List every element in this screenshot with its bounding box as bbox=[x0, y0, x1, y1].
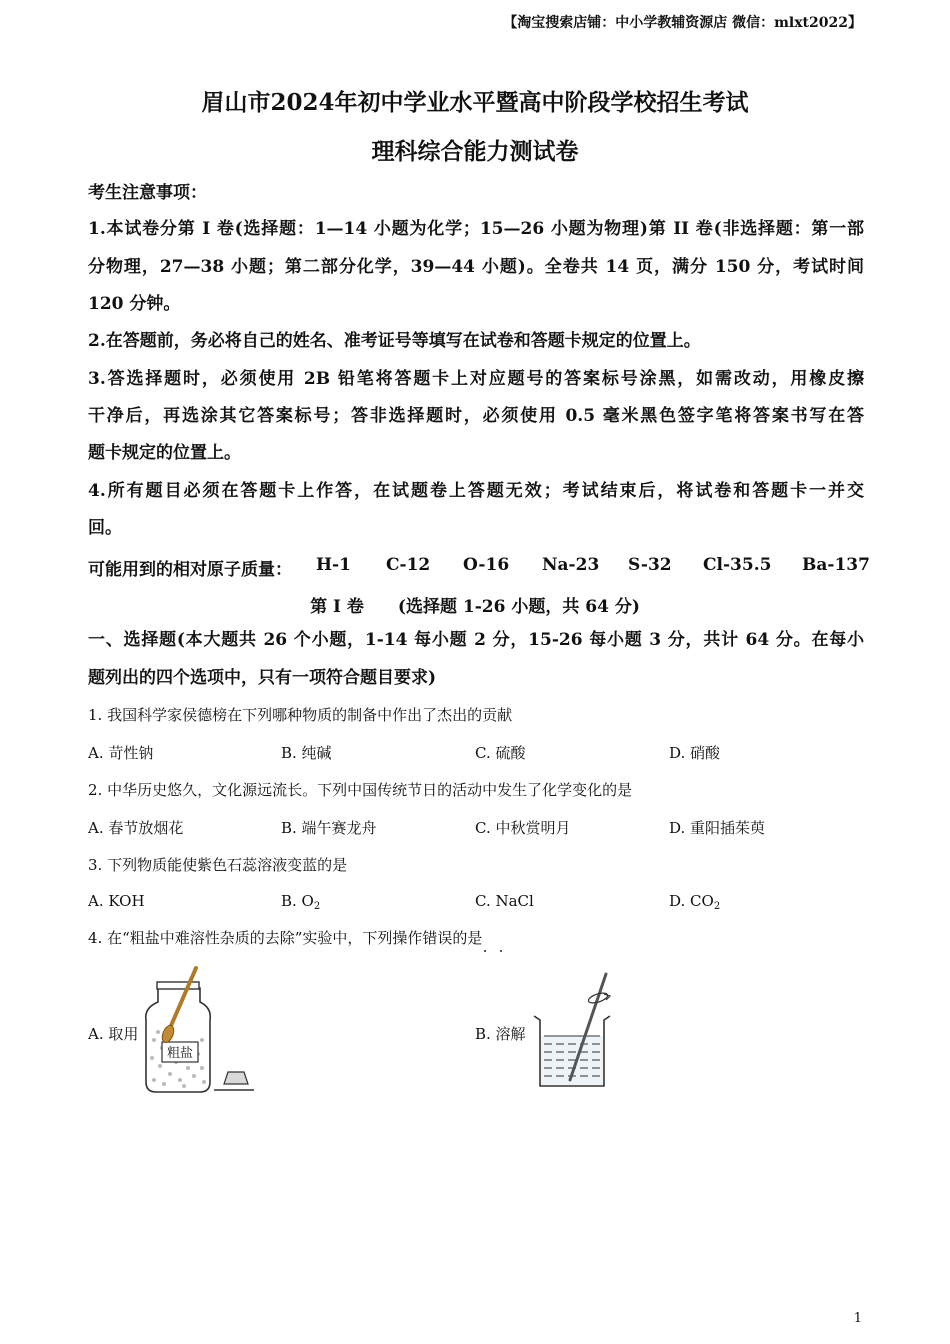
question-3-option-a[interactable] bbox=[88, 892, 145, 912]
notice-line: 分物理，27—38 小题；第二部分化学，39—44 小题)。全卷共 14 页，满分 150 分，考试时间 bbox=[88, 257, 864, 277]
question-2-stem: 2. 中华历史悠久，文化源远流长。下列中国传统节日的活动中发生了化学变化的是 bbox=[88, 781, 633, 799]
question-1-stem: 1. 我国科学家侯德榜在下列哪种物质的制备中作出了杰出的贡献 bbox=[88, 706, 513, 724]
notice-line: 4.所有题目必须在答题卡上作答，在试题卷上答题无效；考试结束后，将试卷和答题卡一并交 bbox=[88, 481, 864, 501]
atomic-mass-item: S-32 bbox=[628, 555, 672, 575]
question-2-option-a[interactable]: A. 春节放烟花 bbox=[88, 819, 184, 837]
notice-line: 2.在答题前，务必将自己的姓名、准考证号等填写在试卷和答题卡规定的位置上。 bbox=[88, 331, 701, 351]
atomic-mass-item: H-1 bbox=[316, 555, 351, 575]
question-1-option-b[interactable]: B. 纯碱 bbox=[281, 744, 332, 762]
atomic-mass-item: Na-23 bbox=[542, 555, 600, 575]
jar-label: 粗盐 bbox=[166, 1046, 194, 1061]
exam-subtitle: 理科综合能力测试卷 bbox=[371, 138, 579, 165]
question-3-stem: 3. 下列物质能使紫色石蕊溶液变蓝的是 bbox=[88, 856, 348, 874]
page-number: 1 bbox=[853, 1311, 862, 1326]
question-1-option-c[interactable]: C. 硫酸 bbox=[475, 744, 526, 762]
beaker-figure bbox=[530, 968, 616, 1094]
question-4-option-b[interactable]: B. 溶解 bbox=[475, 1025, 526, 1043]
notice-line: 回。 bbox=[88, 518, 122, 538]
part-heading-line: 题列出的四个选项中，只有一项符合题目要求) bbox=[88, 668, 437, 688]
emphasis-dot bbox=[484, 950, 486, 952]
emphasis-dot bbox=[500, 950, 502, 952]
exam-title: 眉山市2024年初中学业水平暨高中阶段学校招生考试 bbox=[201, 89, 749, 116]
option-text: B. O bbox=[281, 892, 314, 910]
question-4-stem: 4. 在“粗盐中难溶性杂质的去除”实验中，下列操作错误的是 bbox=[88, 929, 483, 947]
subscript: 2 bbox=[313, 901, 321, 912]
part-heading-line: 一、选择题(本大题共 26 个小题，1-14 每小题 2 分，15-26 每小题 3 分，共计 64 分。在每小 bbox=[88, 630, 864, 650]
option-text: A. KOH bbox=[88, 892, 145, 910]
atomic-mass-label: 可能用到的相对原子质量： bbox=[88, 560, 292, 580]
atomic-mass-item: C-12 bbox=[386, 555, 431, 575]
question-1-option-a[interactable]: A. 苛性钠 bbox=[88, 744, 154, 762]
question-2-option-c[interactable]: C. 中秋赏明月 bbox=[475, 819, 571, 837]
question-3-option-c[interactable] bbox=[475, 892, 534, 912]
question-1-option-d[interactable]: D. 硝酸 bbox=[669, 744, 721, 762]
notice-line: 3.答选择题时，必须使用 2B 铅笔将答题卡上对应题号的答案标号涂黑，如需改动，用橡皮擦 bbox=[88, 369, 864, 389]
salt-jar-figure bbox=[140, 962, 260, 1098]
atomic-mass-item: Cl-35.5 bbox=[703, 555, 772, 575]
question-2-option-d[interactable]: D. 重阳插茱萸 bbox=[669, 819, 766, 837]
atomic-mass-item: Ba-137 bbox=[802, 555, 870, 575]
notice-line: 1.本试卷分第 I 卷(选择题：1—14 小题为化学；15—26 小题为物理)第 II 卷(非选择题：第一部 bbox=[88, 219, 864, 239]
subscript: 2 bbox=[713, 901, 721, 912]
section-title: 第 I 卷 (选择题 1-26 小题，共 64 分) bbox=[310, 597, 640, 617]
notice-line: 题卡规定的位置上。 bbox=[88, 443, 241, 463]
question-3-option-b[interactable] bbox=[281, 892, 320, 912]
question-2-option-b[interactable]: B. 端午赛龙舟 bbox=[281, 819, 377, 837]
atomic-mass-item: O-16 bbox=[463, 555, 510, 575]
option-text: C. NaCl bbox=[475, 892, 534, 910]
option-text: D. CO bbox=[669, 892, 714, 910]
notice-line: 120 分钟。 bbox=[88, 294, 181, 314]
question-4-option-a[interactable]: A. 取用 bbox=[88, 1025, 139, 1043]
notice-heading: 考生注意事项： bbox=[88, 183, 207, 203]
header-note: 【淘宝搜索店铺：中小学教辅资源店 微信：mlxt2022】 bbox=[503, 15, 862, 31]
notice-line: 干净后，再选涂其它答案标号；答非选择题时，必须使用 0.5 毫米黑色签字笔将答案书写在答 bbox=[88, 406, 864, 426]
question-3-option-d[interactable] bbox=[669, 892, 720, 912]
